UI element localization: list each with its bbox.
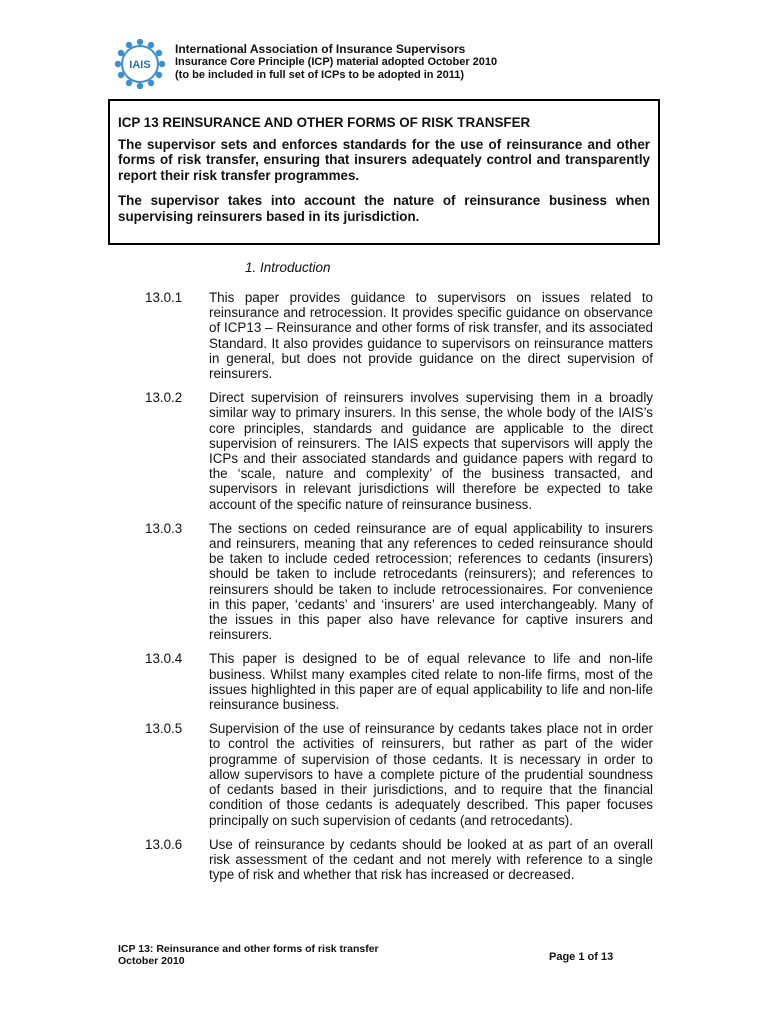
section-heading: 1. Introduction <box>245 260 331 275</box>
paragraph-number: 13.0.5 <box>145 721 183 737</box>
header-line-2: Insurance Core Principle (ICP) material adopted October 2010 <box>175 56 498 68</box>
paragraph-number: 13.0.2 <box>145 390 183 406</box>
principle-box <box>108 99 660 245</box>
paragraph <box>145 521 653 643</box>
paragraph-number: 13.0.1 <box>145 290 183 305</box>
org-name: International Association of Insurance Supervisors <box>175 42 466 56</box>
paragraph-text: This paper provides guidance to supervisors on issues related to reinsurance and retrocession. It provides specific guidance on observance of ICP13 – Reinsurance and other forms of risk transfer, and its associated Standard. It also provides guidance to supervisors on reinsurance matters in general, but does not provide guidance on the direct supervision of reinsurers. <box>209 290 653 382</box>
footer-line-2: October 2010 <box>118 955 185 967</box>
page-number: Page 1 of 13 <box>549 951 614 963</box>
iais-logo <box>114 38 166 90</box>
header-line-3: (to be included in full set of ICPs to be adopted in 2011) <box>175 69 465 81</box>
paragraph <box>145 721 653 827</box>
footer-title <box>118 943 379 967</box>
paragraph-number: 13.0.6 <box>145 836 183 852</box>
paragraph <box>145 837 653 883</box>
paragraph-list <box>145 290 653 891</box>
document-header <box>175 43 497 82</box>
principle-statement-1: The supervisor sets and enforces standards for the use of reinsurance and other forms of risk transfer, ensuring that insurers adequately control and transparently report their risk transfer programmes. <box>118 136 650 183</box>
footer-line-1: ICP 13: Reinsurance and other forms of risk transfer <box>118 943 379 955</box>
paragraph-number: 13.0.3 <box>145 520 183 536</box>
paragraph-number: 13.0.4 <box>145 651 183 667</box>
paragraph-text: This paper is designed to be of equal relevance to life and non-life business. Whilst many examples cited relate to non-life firms, most of the issues highlighted in this paper are of equal applicability to life and non-life reinsurance business. <box>209 651 653 713</box>
paragraph-text: Direct supervision of reinsurers involves supervising them in a broadly similar way to primary insurers. In this sense, the whole body of the IAIS’s core principles, standards and guidance are applicable to the direct supervision of reinsurers. The IAIS expects that supervisors will apply the ICPs and their associated standards and guidance papers with regard to the ‘scale, nature and complexity’ of the business transacted, and supervisors in relevant jurisdictions will therefore be expected to take account of the specific nature of reinsurance business. <box>209 390 653 512</box>
paragraph-text: Use of reinsurance by cedants should be looked at as part of an overall risk assessment of the cedant and not merely with reference to a single type of risk and whether that risk has increased or decreased. <box>209 836 653 883</box>
paragraph <box>145 651 653 712</box>
paragraph-text: Supervision of the use of reinsurance by cedants takes place not in order to control the activities of reinsurers, but rather as part of the wider programme of supervision of those cedants. It is necessary in order to allow supervisors to have a complete picture of the prudential soundness of cedants based in their jurisdictions, and to require that the financial condition of those cedants is adequately described. This paper focuses principally on such supervision of cedants (and retrocedants). <box>209 721 653 828</box>
principle-title: ICP 13 REINSURANCE AND OTHER FORMS OF RISK TRANSFER <box>118 115 531 130</box>
logo-text: IAIS <box>129 59 151 71</box>
paragraph <box>145 290 653 381</box>
principle-statement-2: The supervisor takes into account the nature of reinsurance business when supervising reinsurers based in its jurisdiction. <box>118 193 650 224</box>
paragraph <box>145 390 653 512</box>
paragraph-text: The sections on ceded reinsurance are of equal applicability to insurers and reinsurers, meaning that any references to ceded reinsurance should be taken to include ceded retrocession; references to cedants (insurers) should be taken to include retrocedants (reinsurers); and references to reinsurers should be taken to include retrocessionaires. For convenience in this paper, ‘cedants’ and ‘insurers’ are used interchangeably. Many of the issues in this paper also have relevance for captive insurers and reinsurers. <box>209 520 653 643</box>
